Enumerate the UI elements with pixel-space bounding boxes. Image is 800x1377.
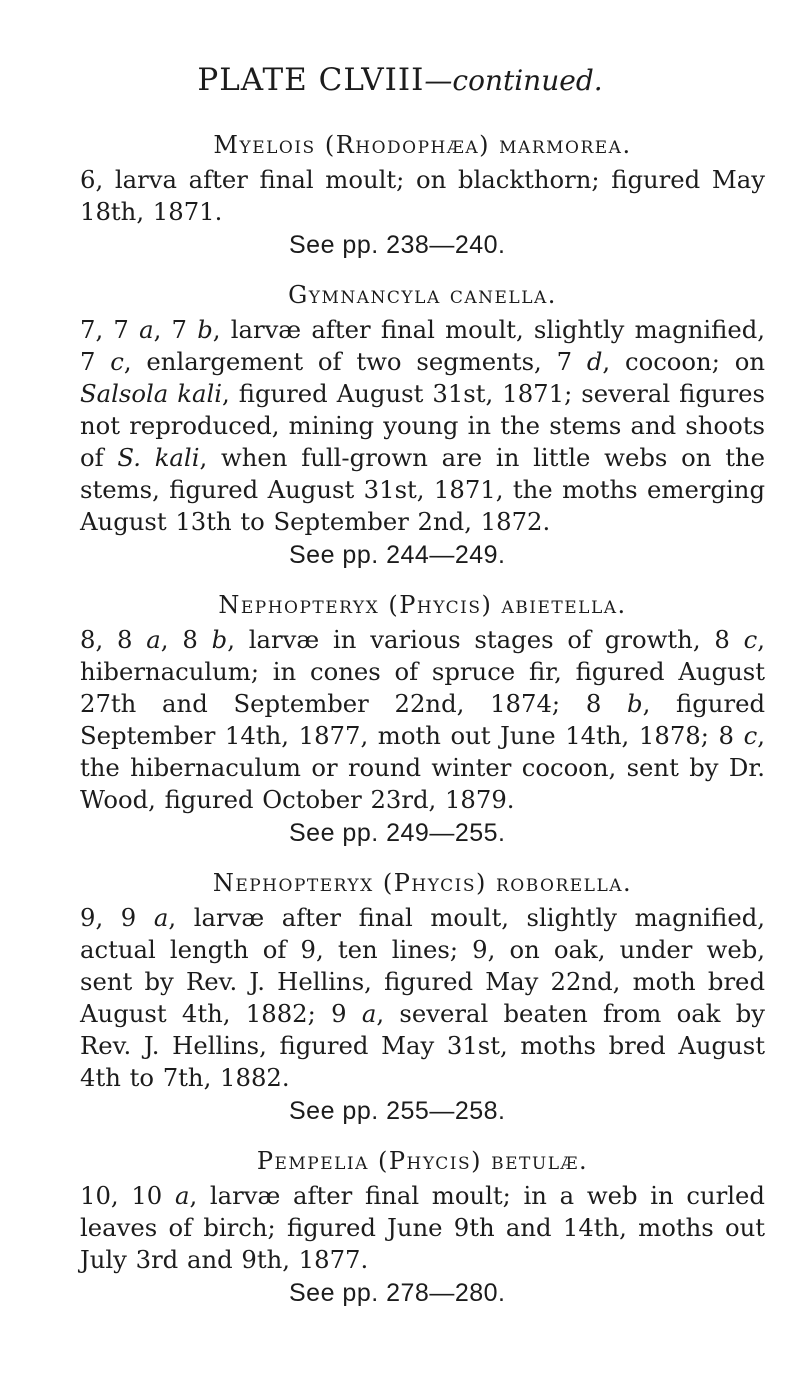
plate-title bbox=[0, 62, 800, 99]
species-heading: Gymnancyla canella. bbox=[288, 281, 557, 309]
page-reference: See pp. 255—258. bbox=[289, 1097, 506, 1125]
text-part: , hibernaculum; in cones of spruce fir, figured August 27th and September 22nd, 1874; 8 bbox=[80, 625, 765, 718]
text-part-italic: Salsola kali bbox=[80, 379, 223, 408]
page-reference: See pp. 238—240. bbox=[289, 231, 506, 259]
page-reference: See pp. 278—280. bbox=[289, 1279, 506, 1307]
page-reference: See pp. 249—255. bbox=[289, 819, 506, 847]
section-pempelia bbox=[80, 1142, 765, 1310]
text-part: 7, 7 bbox=[80, 315, 140, 344]
species-heading: Nephopteryx (Phycis) abietella. bbox=[218, 591, 627, 619]
text-part: , larvæ after final moult; in a web in curled leaves of birch; figured June 9th and 14th, moths out July 3rd and 9th, 1877. bbox=[80, 1181, 765, 1274]
species-description: 6, larva after final moult; on blackthorn; figured May 18th, 1871. bbox=[80, 165, 765, 226]
text-part: , larvæ in various stages of growth, 8 bbox=[227, 625, 744, 654]
text-part: , cocoon; on bbox=[602, 347, 765, 376]
text-part-italic: c bbox=[110, 347, 124, 376]
section-gymnancyla bbox=[80, 276, 765, 572]
text-part: , the hibernaculum or round winter cocoon, sent by Dr. Wood, figured October 23rd, 1879. bbox=[80, 721, 765, 814]
text-part-italic: b bbox=[211, 625, 228, 654]
text-part: , 7 bbox=[153, 315, 198, 344]
text-part-italic: c bbox=[743, 721, 758, 750]
species-description bbox=[80, 624, 765, 816]
text-part-italic: a bbox=[174, 1181, 190, 1210]
text-part: 9, 9 bbox=[80, 903, 154, 932]
text-part: , figured August 31st, 1871; several figures not reproduced, mining young in the stems and shoots of bbox=[80, 379, 766, 472]
text-part: , larvæ after final moult, slightly magnified, actual length of 9, ten lines; 9, on oak, under web, sent by Rev. J. Hellins, figured May 22nd, moth bred August 4th, 1882; 9 bbox=[80, 903, 766, 1028]
species-heading: Nephopteryx (Phycis) roborella. bbox=[212, 869, 633, 897]
text-part-italic: a bbox=[361, 999, 377, 1028]
page-reference: See pp. 244—249. bbox=[289, 541, 506, 569]
text-part-italic: a bbox=[153, 903, 169, 932]
text-part: 8, 8 bbox=[80, 625, 147, 654]
text-part-italic: a bbox=[139, 315, 154, 344]
text-part: 10, 10 bbox=[80, 1181, 175, 1210]
text-part-italic: a bbox=[146, 625, 161, 654]
text-part-italic: d bbox=[586, 347, 603, 376]
species-description bbox=[80, 1180, 765, 1276]
species-heading: Myelois (Rhodophæa) marmorea. bbox=[213, 131, 632, 159]
text-part-italic: b bbox=[627, 689, 643, 718]
text-part: , figured September 14th, 1877, moth out June 14th, 1878; 8 bbox=[80, 689, 766, 750]
text-part-italic: b bbox=[197, 315, 213, 344]
text-part: , 8 bbox=[160, 625, 212, 654]
plate-title-continued: —continued. bbox=[424, 64, 603, 97]
text-part-italic: c bbox=[743, 625, 758, 654]
text-part: , larvæ after final moult, slightly magnified, 7 bbox=[80, 315, 765, 376]
plate-sections bbox=[80, 126, 765, 1324]
species-description bbox=[80, 902, 765, 1094]
species-description bbox=[80, 314, 765, 538]
text-part-italic: S. kali bbox=[117, 443, 200, 472]
text-part: , when full-grown are in little webs on the stems, figured August 31st, 1871, the moths emerging August 13th to September 2nd, 1872. bbox=[80, 443, 765, 536]
text-part: , enlargement of two segments, 7 bbox=[123, 347, 587, 376]
section-nephopteryx-abietella bbox=[80, 586, 765, 850]
plate-title-main: PLATE CLVIII bbox=[197, 62, 425, 98]
text-part: , several beaten from oak by Rev. J. Hellins, figured May 31st, moths bred August 4th to 7th, 1882. bbox=[80, 999, 765, 1092]
section-nephopteryx-roborella bbox=[80, 864, 765, 1128]
section-myelois bbox=[80, 126, 765, 262]
species-heading: Pempelia (Phycis) betulæ. bbox=[256, 1147, 589, 1175]
